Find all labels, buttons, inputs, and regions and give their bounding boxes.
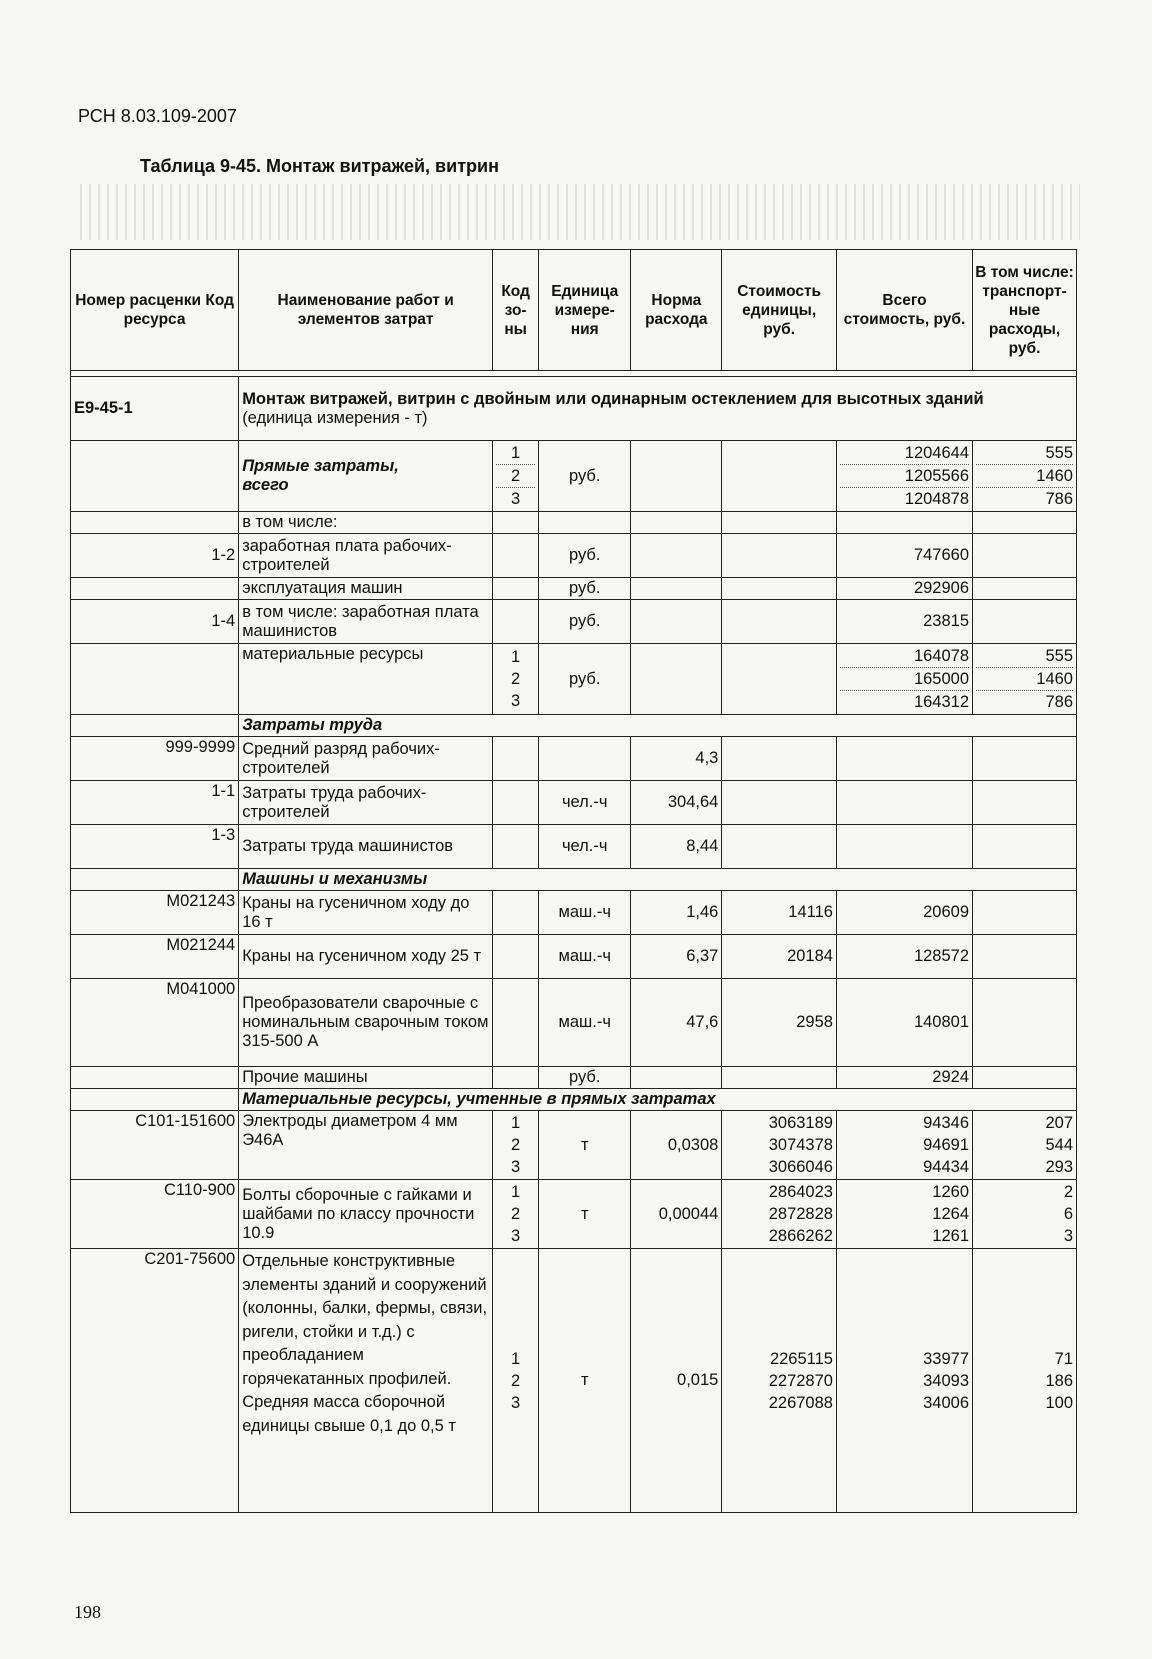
- zone: 1: [496, 442, 535, 465]
- material-transport: 100: [1045, 1393, 1073, 1412]
- material-total: 34093: [923, 1371, 970, 1390]
- machine-operation-unit: руб.: [539, 578, 631, 600]
- machine-name: Краны на гусеничном ходу 25 т: [239, 935, 493, 979]
- zone: 2: [511, 1205, 521, 1223]
- section-unit-note: (единица измерения - т): [242, 408, 428, 427]
- material-total: 164078: [840, 645, 969, 668]
- machine-total: 140801: [836, 979, 972, 1067]
- machine-price: 14116: [722, 891, 837, 935]
- machine-row: [71, 891, 1077, 935]
- zone: 1: [511, 1349, 521, 1368]
- col-header-code: Номер расценки Код ресурса: [71, 250, 239, 371]
- direct-total: 1205566: [840, 465, 969, 488]
- material-price: 3074378: [768, 1136, 833, 1154]
- machine-total: 128572: [836, 935, 972, 979]
- material-code: С101-151600: [71, 1111, 239, 1180]
- material-price: 3066046: [768, 1158, 833, 1176]
- machine-code: М021243: [71, 891, 239, 935]
- table-title: Таблица 9-45. Монтаж витражей, витрин: [140, 156, 499, 176]
- material-code: С110-900: [71, 1180, 239, 1249]
- machine-name: Преобразователи сварочные с номинальным сварочным током 315-500 А: [239, 979, 493, 1067]
- labor-code: 999-9999: [71, 737, 239, 781]
- material-transport: 186: [1045, 1371, 1073, 1390]
- operator-wages-name: в том числе: заработная плата машинистов: [239, 600, 493, 644]
- material-price: 2872828: [768, 1205, 833, 1223]
- machine-norm: 47,6: [631, 979, 722, 1067]
- machine-operation-total: 292906: [836, 578, 972, 600]
- zone: 3: [511, 1158, 521, 1176]
- material-unit: т: [539, 1180, 631, 1249]
- col-header-zone: Код зо-ны: [493, 250, 539, 371]
- other-machines-unit: руб.: [539, 1067, 631, 1089]
- machine-operation-row: [71, 578, 1077, 600]
- labor-code: 1-1: [71, 781, 239, 825]
- col-header-total-cost: Всего стоимость, руб.: [836, 250, 972, 371]
- material-name: Отдельные конструктивные элементы зданий и сооружений (колонны, балки, фермы, связи, ригели, стойки и т.д.) с преобладанием горячекатанных профилей. Средняя масса сборочной единицы свыше 0,1 до 0,5 т: [239, 1249, 493, 1513]
- material-price: 2866262: [768, 1227, 833, 1245]
- wages-row: [71, 534, 1077, 578]
- machines-heading-row: [71, 869, 1077, 891]
- labor-unit: чел.-ч: [539, 825, 631, 869]
- material-name: Электроды диаметром 4 мм Э46А: [239, 1111, 493, 1180]
- materials-heading: Материальные ресурсы, учтенные в прямых затратах: [239, 1089, 1077, 1111]
- section-row: [71, 377, 1077, 441]
- material-price: 2265115: [769, 1349, 833, 1368]
- material-total: 1264: [932, 1205, 970, 1223]
- material-total: 94434: [923, 1158, 970, 1176]
- machine-norm: 1,46: [631, 891, 722, 935]
- including-row: [71, 512, 1077, 534]
- page-number: 198: [74, 1602, 101, 1622]
- col-header-unit-cost: Стоимость единицы, руб.: [722, 250, 837, 371]
- material-total: 94346: [923, 1114, 970, 1132]
- material-unit: т: [539, 1249, 631, 1513]
- col-header-transport: В том числе: транспорт-ные расходы, руб.: [973, 250, 1077, 371]
- material-total: 1260: [932, 1183, 970, 1201]
- material-transport: 207: [1045, 1114, 1073, 1132]
- machine-operation-name: эксплуатация машин: [239, 578, 493, 600]
- section-title: Монтаж витражей, витрин с двойным или одинарным остеклением для высотных зданий: [242, 389, 984, 408]
- material-total: 34006: [923, 1393, 970, 1412]
- other-machines-name: Прочие машины: [239, 1067, 493, 1089]
- wages-unit: руб.: [539, 534, 631, 578]
- direct-total: 1204644: [840, 442, 969, 465]
- material-code: С201-75600: [71, 1249, 239, 1513]
- rates-table: [70, 249, 1077, 1513]
- col-header-unit: Единица измере-ния: [539, 250, 631, 371]
- material-row: [71, 1249, 1077, 1513]
- col-header-name: Наименование работ и элементов затрат: [239, 250, 493, 371]
- material-row: [71, 1180, 1077, 1249]
- labor-norm: 304,64: [631, 781, 722, 825]
- material-resources-name: материальные ресурсы: [239, 644, 493, 715]
- wages-total: 747660: [836, 534, 972, 578]
- material-norm: 0,0308: [631, 1111, 722, 1180]
- material-norm: 0,00044: [631, 1180, 722, 1249]
- table-header-row: [71, 250, 1077, 371]
- material-transport: 1460: [976, 668, 1073, 691]
- machine-price: 20184: [722, 935, 837, 979]
- material-total: 94691: [923, 1136, 970, 1154]
- labor-norm: 8,44: [631, 825, 722, 869]
- zone: 2: [511, 1136, 521, 1154]
- machine-name: Краны на гусеничном ходу до 16 т: [239, 891, 493, 935]
- machine-unit: маш.-ч: [539, 979, 631, 1067]
- machine-total: 20609: [836, 891, 972, 935]
- machine-unit: маш.-ч: [539, 891, 631, 935]
- material-transport: 6: [1063, 1205, 1073, 1223]
- material-total: 1261: [932, 1227, 970, 1245]
- material-price: 2267088: [768, 1393, 833, 1412]
- document-code: РСН 8.03.109-2007: [78, 106, 237, 126]
- machine-row: [71, 935, 1077, 979]
- material-transport: 786: [1045, 693, 1073, 711]
- machine-unit: маш.-ч: [539, 935, 631, 979]
- direct-transport: 1460: [976, 465, 1073, 488]
- labor-row: [71, 737, 1077, 781]
- labor-heading: Затраты труда: [239, 715, 1077, 737]
- material-transport: 293: [1045, 1158, 1073, 1176]
- zone: 3: [511, 490, 521, 508]
- material-row: [71, 1111, 1077, 1180]
- zone: 2: [511, 1371, 521, 1390]
- material-transport: 555: [976, 645, 1073, 668]
- labor-heading-row: [71, 715, 1077, 737]
- machine-code: М041000: [71, 979, 239, 1067]
- machine-price: 2958: [722, 979, 837, 1067]
- direct-transport: 786: [1045, 490, 1073, 508]
- material-transport: 71: [1054, 1349, 1073, 1368]
- machine-row: [71, 979, 1077, 1067]
- zone: 1: [511, 1183, 521, 1201]
- material-transport: 3: [1063, 1227, 1073, 1245]
- zone: 1: [511, 1114, 521, 1132]
- direct-costs-unit: руб.: [539, 441, 631, 512]
- zone: 1: [511, 648, 521, 666]
- other-machines-row: [71, 1067, 1077, 1089]
- bleed-through-text: [80, 184, 1080, 240]
- material-total: 164312: [913, 693, 970, 711]
- material-resources-row: [71, 644, 1077, 715]
- material-norm: 0,015: [631, 1249, 722, 1513]
- section-code: Е9-45-1: [71, 377, 239, 441]
- zone: 2: [511, 670, 521, 688]
- operator-wages-unit: руб.: [539, 600, 631, 644]
- direct-costs-label-2: всего: [242, 476, 289, 494]
- material-unit: т: [539, 1111, 631, 1180]
- labor-code: 1-3: [71, 825, 239, 869]
- labor-norm: 4,3: [631, 737, 722, 781]
- labor-name: Затраты труда машинистов: [239, 825, 493, 869]
- materials-heading-row: [71, 1089, 1077, 1111]
- including-label: в том числе:: [239, 512, 493, 534]
- direct-transport: 555: [976, 442, 1073, 465]
- section-title-cell: [239, 377, 1077, 441]
- wages-code: 1-2: [71, 534, 239, 578]
- material-transport: 2: [1063, 1183, 1073, 1201]
- material-total: 33977: [923, 1349, 970, 1368]
- direct-costs-label: Прямые затраты,: [242, 457, 399, 475]
- material-price: 2272870: [768, 1371, 833, 1390]
- material-total: 165000: [840, 668, 969, 691]
- material-resources-unit: руб.: [539, 644, 631, 715]
- operator-wages-row: [71, 600, 1077, 644]
- labor-name: Средний разряд рабочих-строителей: [239, 737, 493, 781]
- labor-unit: [539, 737, 631, 781]
- other-machines-total: 2924: [836, 1067, 972, 1089]
- wages-name: заработная плата рабочих-строителей: [239, 534, 493, 578]
- zone: 3: [511, 1393, 521, 1412]
- labor-name: Затраты труда рабочих-строителей: [239, 781, 493, 825]
- machine-code: М021244: [71, 935, 239, 979]
- operator-wages-total: 23815: [836, 600, 972, 644]
- material-transport: 544: [1045, 1136, 1073, 1154]
- direct-total: 1204878: [904, 490, 970, 508]
- zone: 2: [496, 465, 535, 488]
- labor-row: [71, 781, 1077, 825]
- material-name: Болты сборочные с гайками и шайбами по классу прочности 10.9: [239, 1180, 493, 1249]
- material-price: 3063189: [768, 1114, 833, 1132]
- labor-row: [71, 825, 1077, 869]
- zone: 3: [511, 1227, 521, 1245]
- zone: 3: [511, 692, 521, 710]
- material-price: 2864023: [768, 1183, 833, 1201]
- machine-norm: 6,37: [631, 935, 722, 979]
- operator-wages-code: 1-4: [71, 600, 239, 644]
- machines-heading: Машины и механизмы: [239, 869, 1077, 891]
- col-header-norm: Норма расхода: [631, 250, 722, 371]
- labor-unit: чел.-ч: [539, 781, 631, 825]
- direct-costs-row: [71, 441, 1077, 512]
